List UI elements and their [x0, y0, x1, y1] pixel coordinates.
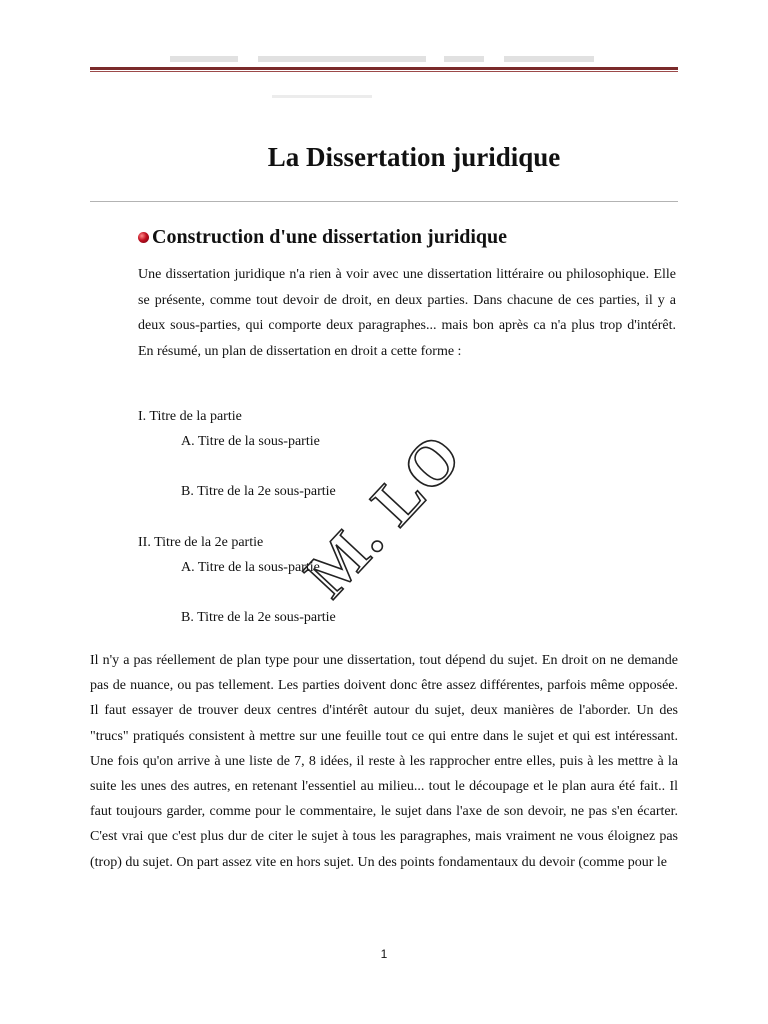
- bullet-icon: [138, 232, 149, 243]
- section-heading-text: Construction d'une dissertation juridique: [152, 226, 508, 248]
- outline-part-1: I. Titre de la partie: [138, 409, 242, 424]
- body-paragraph: Il n'y a pas réellement de plan type pour une dissertation, tout dépend du sujet. En droit on ne demande pas de nuance, ou pas tellement. Les parties doivent donc être assez différentes, parfois même opposée. Il faut essayer de trouver deux centres d'intérêt autour du sujet, deux manières de l'aborder. Un des "trucs" pratiqués consistent à mettre sur une feuille tout ce qui entre dans le sujet et qui est intéressant. Une fois qu'on arrive à une liste de 7, 8 idées, il reste à les rapprocher entre elles, puis à les mettre à la suite les unes des autres, en retenant l'essentiel au milieu... tout le découpage et le plan aura été fait.. Il faut toujours garder, comme pour le commentaire, le sujet dans l'axe de son devoir, ne pas s'en écarter. C'est vrai que c'est plus dur de citer le sujet à tous les paragraphes, mais vraiment ne vous éloignez pas (trop) du sujet. On part assez vite en hors sujet. Un des points fondamentaux du devoir (comme pour le: [90, 653, 678, 870]
- intro-paragraph: Une dissertation juridique n'a rien à voir avec une dissertation littéraire ou philosophique. Elle se présente, comme tout devoir de droit, en deux parties. Dans chacune de ces parties, il y a deux sous-parties, qui comporte deux paragraphes... mais bon après ca n'a plus trop d'intérêt. En résumé, un plan de dissertation en droit a cette forme :: [138, 267, 676, 359]
- document-title: La Dissertation juridique: [267, 142, 561, 172]
- header-rule-thin: [90, 71, 678, 72]
- header-faint-segment: [258, 56, 426, 62]
- header-faint-segment: [272, 95, 372, 98]
- outline-part-1-b: B. Titre de la 2e sous-partie: [181, 484, 336, 499]
- outline-part-2-a: A. Titre de la sous-partie: [181, 560, 320, 575]
- header-faint-segment: [444, 56, 484, 62]
- outline-part-1-a: A. Titre de la sous-partie: [181, 434, 320, 449]
- title-divider: [90, 201, 678, 202]
- section-heading: [138, 224, 507, 250]
- header-faint-segment: [504, 56, 594, 62]
- header-rule: [90, 67, 678, 70]
- watermark: M. LO: [290, 419, 476, 611]
- header-faint-segment: [170, 56, 238, 62]
- page-number: 1: [380, 947, 388, 961]
- outline-part-2: II. Titre de la 2e partie: [138, 535, 264, 550]
- outline-part-2-b: B. Titre de la 2e sous-partie: [181, 610, 336, 625]
